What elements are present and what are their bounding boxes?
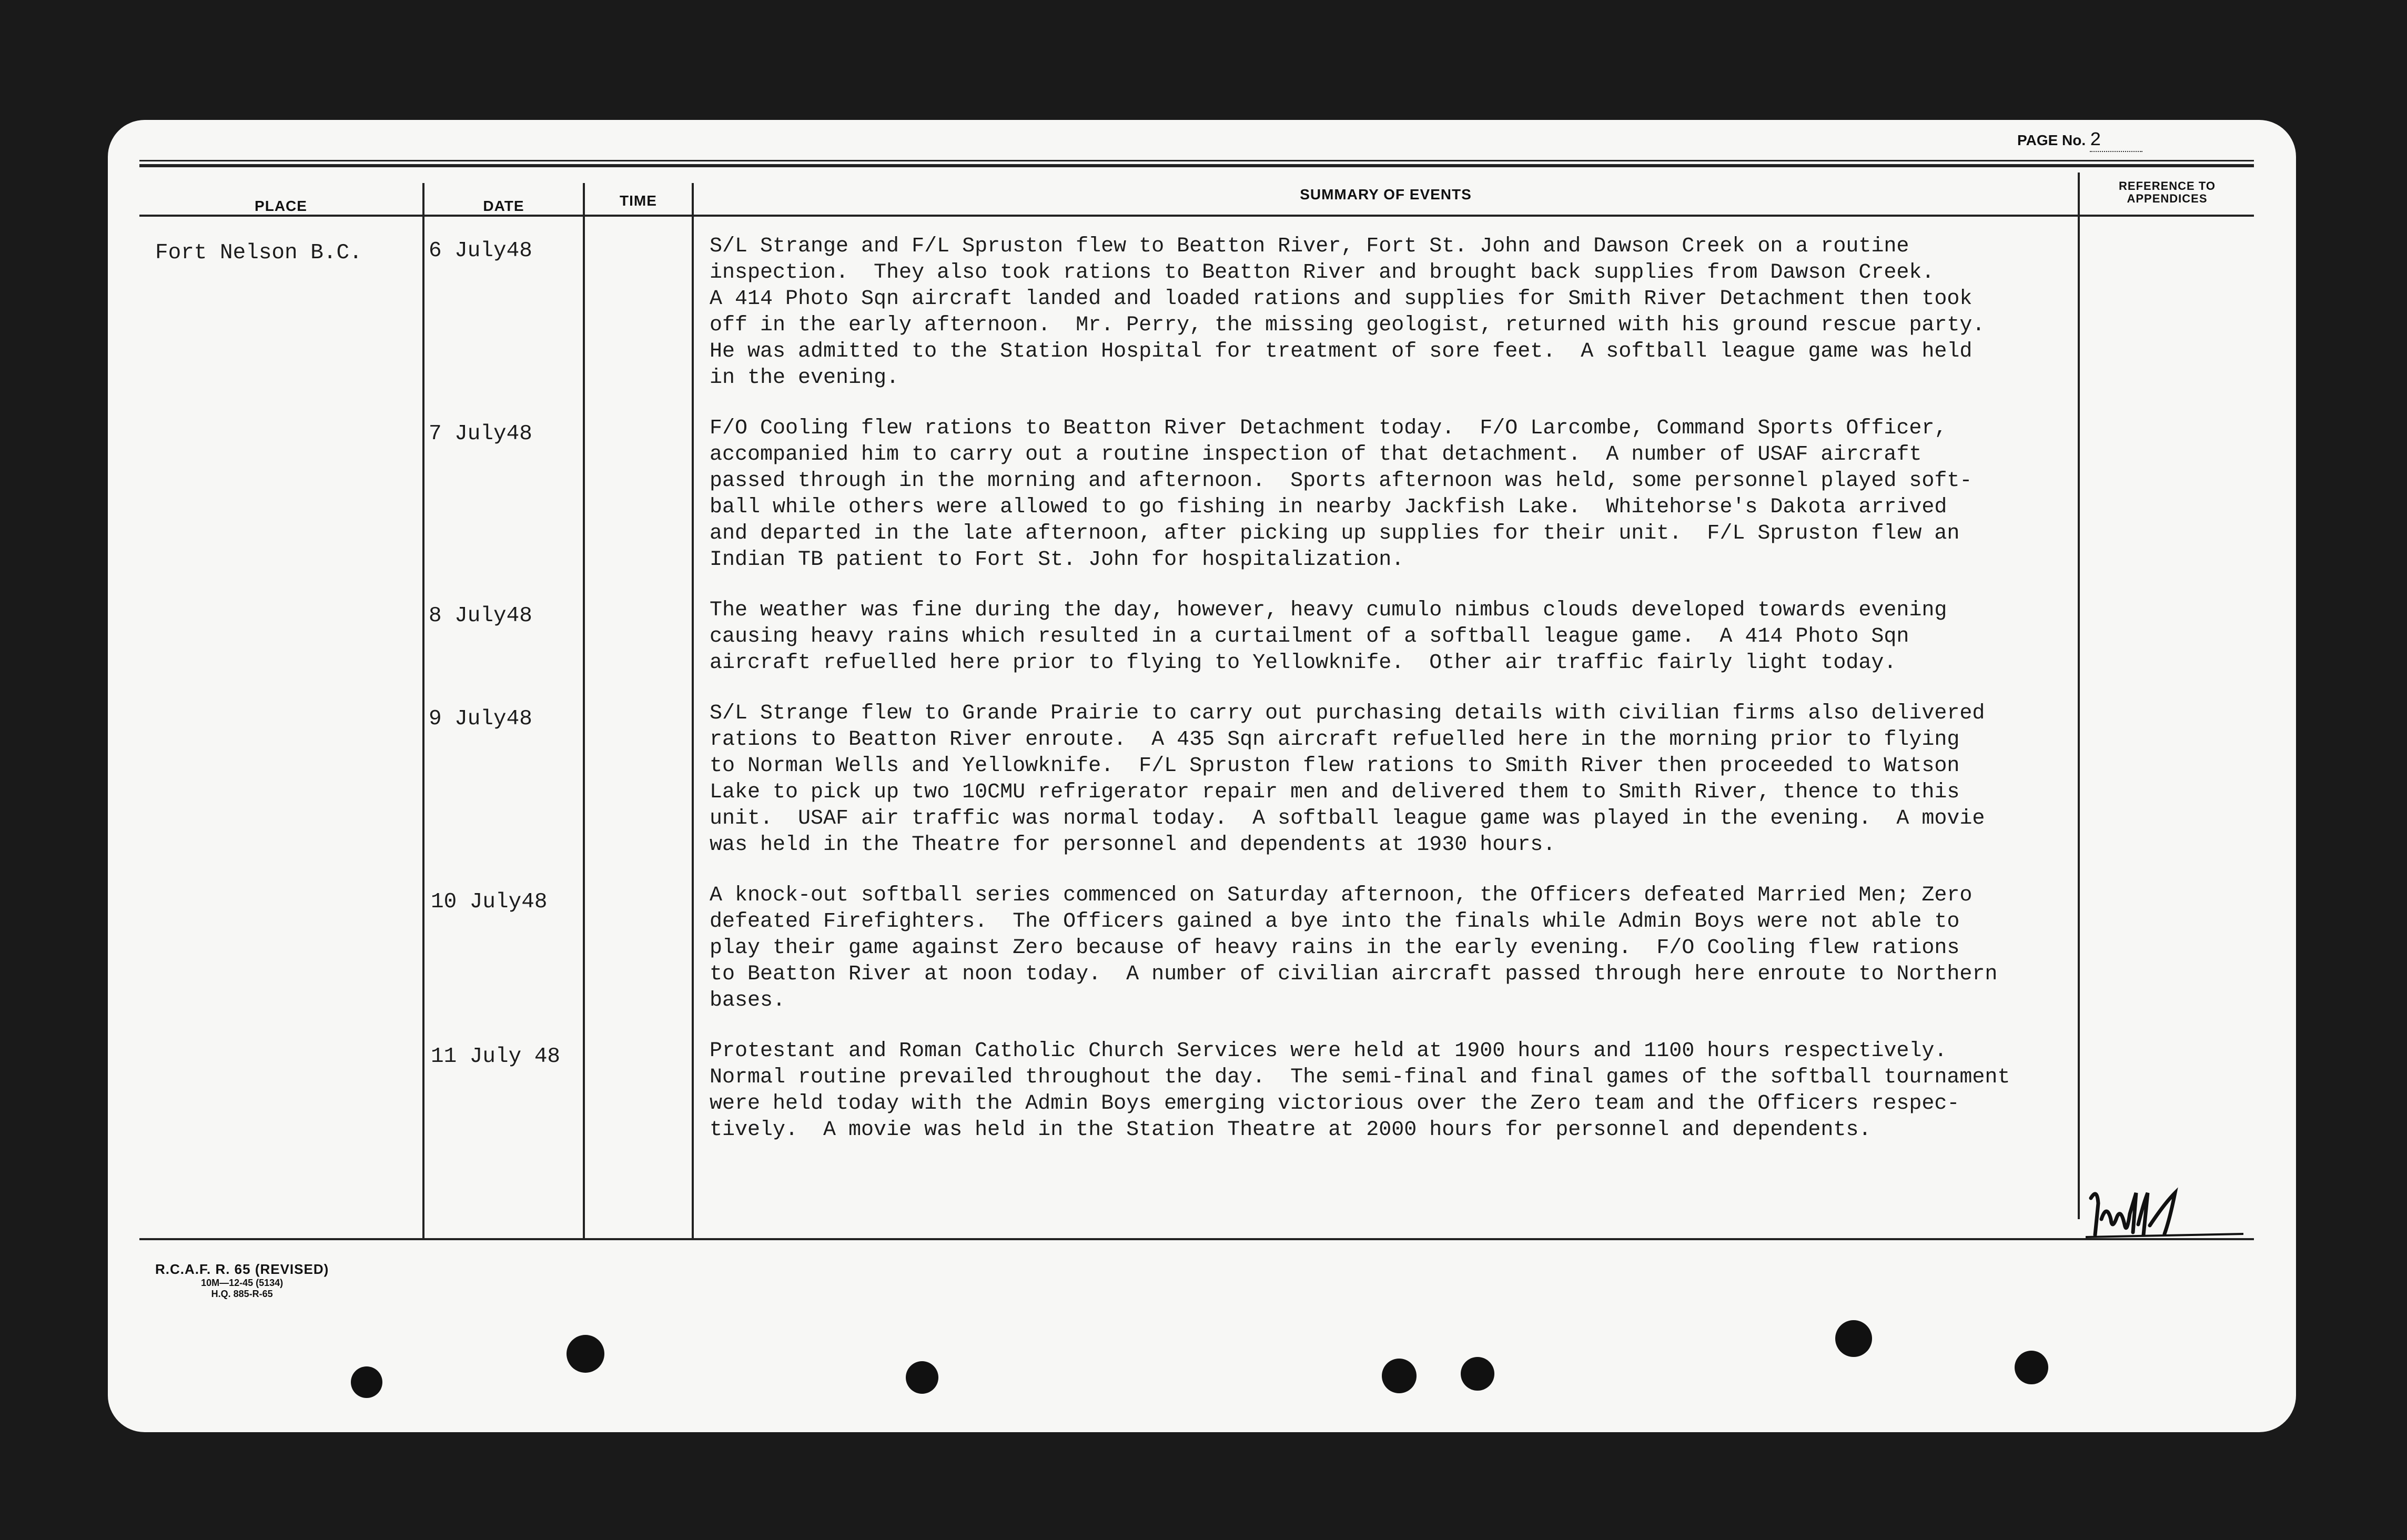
- column-rule-place: [422, 183, 424, 1240]
- entry-summary: F/O Cooling flew rations to Beatton River Detachment today. F/O Larcombe, Command Sports Officer, accompanied him to carry out a routine inspection of that detachment. A number of USAF aircraft passed through in the morning and afternoon. Sports afternoon was held, some personnel played soft- ball while others were allowed to go fishing in nearby Jackfish Lake. Whitehorse's Dakota arrived and departed in the late afternoon, after picking up supplies for their unit. F/L Spruston flew an Indian TB patient to Fort St. John for hospitalization.: [710, 417, 1973, 572]
- place-value: Fort Nelson B.C.: [155, 241, 362, 265]
- header-time: TIME: [620, 192, 657, 209]
- hq-code: H.Q. 885-R-65: [211, 1289, 273, 1299]
- column-rule-date: [583, 183, 585, 1240]
- punch-hole: [351, 1366, 382, 1398]
- form-footer: [155, 1261, 329, 1300]
- entry-summary: A knock-out softball series commenced on Saturday afternoon, the Officers defeated Married Men; Zero defeated Firefighters. The Officers gained a bye into the finals while Admin Boys were not able to play their game against Zero because of heavy rains in the early evening. F/O Cooling flew rations to Beatton River at noon today. A number of civilian aircraft passed through here enroute to Northern bases.: [710, 884, 1998, 1012]
- header-summary: SUMMARY OF EVENTS: [1300, 186, 1472, 202]
- top-rule-thin: [139, 160, 2254, 161]
- entry-date: 8 July48: [429, 604, 532, 628]
- header-date: DATE: [483, 198, 524, 214]
- column-rule-time: [692, 183, 694, 1240]
- diary-page: [108, 120, 2296, 1432]
- form-number: R.C.A.F. R. 65 (REVISED): [155, 1261, 329, 1277]
- page-number-label: PAGE No.: [2017, 132, 2086, 148]
- header-place: PLACE: [255, 198, 307, 214]
- entry-summary: S/L Strange flew to Grande Prairie to carry out purchasing details with civilian firms also delivered rations to Beatton River enroute. A 435 Sqn aircraft refuelled here in the morning prior to flying to Norman Wells and Yellowknife. F/L Spruston flew rations to Smith River then proceeded to Watson Lake to pick up two 10CMU refrigerator repair men and delivered them to Smith River, thence to this unit. USAF air traffic was normal today. A softball league game was played in the evening. A movie was held in the Theatre for personnel and dependents at 1930 hours.: [710, 702, 1985, 857]
- header-reference: REFERENCE TO APPENDICES: [2119, 179, 2216, 205]
- page-number: [2017, 129, 2142, 152]
- print-code: 10M—12-45 (5134): [201, 1278, 284, 1288]
- punch-hole: [1835, 1320, 1872, 1357]
- punch-hole: [906, 1361, 938, 1394]
- entry-summary: Protestant and Roman Catholic Church Services were held at 1900 hours and 1100 hours respectively. Normal routine prevailed throughout the day. The semi-final and final games of the softball tournament were held today with the Admin Boys emerging victorious over the Zero team and the Officers respec- tively. A movie was held in the Station Theatre at 2000 hours for personnel and dependents.: [710, 1039, 2010, 1142]
- entry-date: 11 July 48: [431, 1045, 561, 1069]
- punch-hole: [1382, 1359, 1417, 1393]
- punch-hole: [567, 1335, 604, 1373]
- entry-date: 6 July48: [429, 239, 532, 263]
- entry-summary: The weather was fine during the day, however, heavy cumulo nimbus clouds developed towards evening causing heavy rains which resulted in a curtailment of a softball league game. A 414 Photo Sqn aircraft refuelled here prior to flying to Yellowknife. Other air traffic fairly light today.: [710, 599, 1947, 675]
- top-rule-thick: [139, 164, 2254, 167]
- entry-date: 10 July48: [431, 890, 548, 914]
- page-number-value: 2: [2090, 129, 2142, 152]
- entry-summary: S/L Strange and F/L Spruston flew to Beatton River, Fort St. John and Dawson Creek on a routine inspection. They also took rations to Beatton River and brought back supplies from Dawson Creek. A 414 Photo Sqn aircraft landed and loaded rations and supplies for Smith River Detachment then took off in the early afternoon. Mr. Perry, the missing geologist, returned with his ground rescue party. He was admitted to the Station Hospital for treatment of sore feet. A softball league game was held in the evening.: [710, 235, 1985, 390]
- entry-date: 9 July48: [429, 707, 532, 731]
- entry-date: 7 July48: [429, 422, 532, 446]
- header-rule: [139, 215, 2254, 217]
- bottom-rule: [139, 1238, 2254, 1240]
- signature-initials: [2086, 1182, 2243, 1240]
- punch-hole: [1461, 1357, 1494, 1391]
- punch-hole: [2015, 1351, 2048, 1384]
